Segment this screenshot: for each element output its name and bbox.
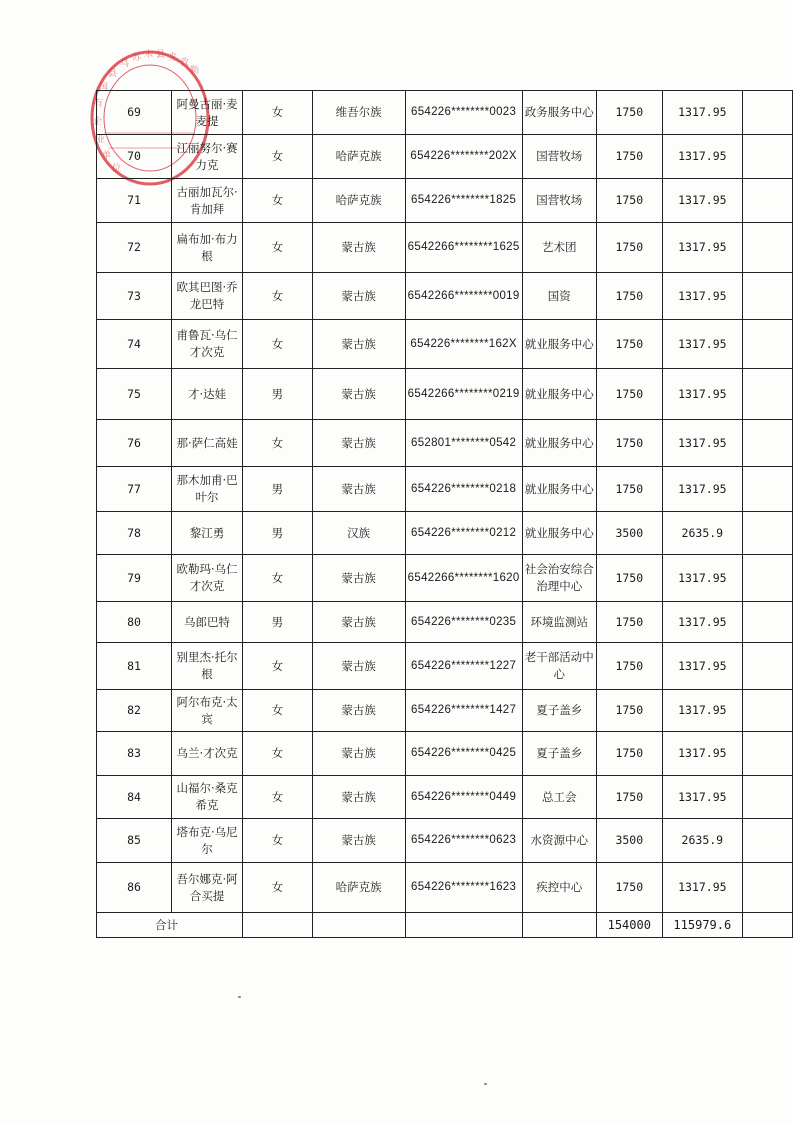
cell-amount2: 1317.95 bbox=[662, 602, 743, 643]
svg-text:木: 木 bbox=[144, 50, 154, 60]
cell-unit: 就业服务中心 bbox=[522, 512, 596, 555]
cell-ethnicity: 蒙古族 bbox=[312, 643, 405, 690]
cell-ethnicity: 蒙古族 bbox=[312, 369, 405, 420]
cell-name: 甫鲁瓦·乌仁才次克 bbox=[172, 320, 243, 369]
table-row bbox=[97, 776, 793, 819]
total-empty bbox=[312, 913, 405, 938]
cell-amount2: 1317.95 bbox=[662, 273, 743, 320]
cell-amount1: 1750 bbox=[597, 863, 663, 913]
cell-amount1: 1750 bbox=[597, 179, 663, 223]
cell-amount1: 1750 bbox=[597, 135, 663, 179]
total-row bbox=[97, 913, 793, 938]
scan-speck bbox=[238, 996, 241, 998]
cell-amount2: 1317.95 bbox=[662, 863, 743, 913]
cell-note bbox=[743, 555, 793, 602]
cell-number: 73 bbox=[97, 273, 172, 320]
cell-name: 江丽努尔·赛力克 bbox=[172, 135, 243, 179]
cell-amount1: 3500 bbox=[597, 819, 663, 863]
cell-id-number: 6542266********1625 bbox=[405, 223, 522, 273]
cell-gender: 女 bbox=[243, 179, 313, 223]
table-row bbox=[97, 690, 793, 732]
cell-gender: 女 bbox=[243, 223, 313, 273]
cell-unit: 总工会 bbox=[522, 776, 596, 819]
cell-id-number: 654226********0218 bbox=[405, 467, 522, 512]
cell-unit: 夏子盖乡 bbox=[522, 690, 596, 732]
cell-amount2: 2635.9 bbox=[662, 819, 743, 863]
cell-id-number: 6542266********1620 bbox=[405, 555, 522, 602]
svg-text:单: 单 bbox=[102, 151, 112, 161]
cell-name: 乌郎巴特 bbox=[172, 602, 243, 643]
cell-unit: 就业服务中心 bbox=[522, 369, 596, 420]
cell-amount2: 1317.95 bbox=[662, 91, 743, 135]
cell-amount1: 1750 bbox=[597, 223, 663, 273]
cell-gender: 女 bbox=[243, 863, 313, 913]
cell-unit: 老干部活动中心 bbox=[522, 643, 596, 690]
cell-amount1: 1750 bbox=[597, 555, 663, 602]
table-row bbox=[97, 273, 793, 320]
table-row bbox=[97, 179, 793, 223]
table-row bbox=[97, 320, 793, 369]
svg-text:县: 县 bbox=[108, 69, 118, 79]
cell-unit: 疾控中心 bbox=[522, 863, 596, 913]
cell-number: 77 bbox=[97, 467, 172, 512]
cell-ethnicity: 蒙古族 bbox=[312, 776, 405, 819]
cell-name: 扁布加·布力根 bbox=[172, 223, 243, 273]
svg-text:县: 县 bbox=[156, 50, 166, 60]
cell-id-number: 652801********0542 bbox=[405, 420, 522, 467]
cell-note bbox=[743, 602, 793, 643]
total-amount1: 154000 bbox=[597, 913, 663, 938]
cell-note bbox=[743, 273, 793, 320]
cell-name: 那·萨仁高娃 bbox=[172, 420, 243, 467]
cell-unit: 艺术团 bbox=[522, 223, 596, 273]
cell-unit: 环境监测站 bbox=[522, 602, 596, 643]
table-row bbox=[97, 555, 793, 602]
cell-amount2: 1317.95 bbox=[662, 179, 743, 223]
cell-note bbox=[743, 690, 793, 732]
cell-unit: 社会治安综合治理中心 bbox=[522, 555, 596, 602]
cell-amount1: 1750 bbox=[597, 732, 663, 776]
cell-name: 阿曼古丽·麦麦提 bbox=[172, 91, 243, 135]
cell-amount1: 3500 bbox=[597, 512, 663, 555]
table-row bbox=[97, 863, 793, 913]
cell-ethnicity: 汉族 bbox=[312, 512, 405, 555]
cell-gender: 女 bbox=[243, 643, 313, 690]
svg-text:有: 有 bbox=[94, 99, 104, 109]
cell-id-number: 654226********0425 bbox=[405, 732, 522, 776]
cell-number: 82 bbox=[97, 690, 172, 732]
cell-id-number: 654226********202X bbox=[405, 135, 522, 179]
cell-gender: 男 bbox=[243, 512, 313, 555]
cell-number: 71 bbox=[97, 179, 172, 223]
cell-amount2: 1317.95 bbox=[662, 555, 743, 602]
cell-name: 黎江勇 bbox=[172, 512, 243, 555]
cell-ethnicity: 蒙古族 bbox=[312, 320, 405, 369]
cell-ethnicity: 蒙古族 bbox=[312, 273, 405, 320]
cell-name: 别里杰·托尔根 bbox=[172, 643, 243, 690]
cell-note bbox=[743, 512, 793, 555]
total-empty bbox=[405, 913, 522, 938]
total-empty bbox=[243, 913, 313, 938]
cell-amount1: 1750 bbox=[597, 602, 663, 643]
table-row bbox=[97, 467, 793, 512]
cell-ethnicity: 蒙古族 bbox=[312, 732, 405, 776]
cell-amount1: 1750 bbox=[597, 467, 663, 512]
cell-ethnicity: 蒙古族 bbox=[312, 223, 405, 273]
scan-speck bbox=[484, 1083, 487, 1085]
table-row bbox=[97, 643, 793, 690]
total-note bbox=[743, 913, 793, 938]
table-row bbox=[97, 369, 793, 420]
cell-gender: 女 bbox=[243, 690, 313, 732]
cell-unit: 水资源中心 bbox=[522, 819, 596, 863]
cell-amount2: 1317.95 bbox=[662, 690, 743, 732]
cell-gender: 女 bbox=[243, 273, 313, 320]
cell-note bbox=[743, 135, 793, 179]
cell-amount2: 1317.95 bbox=[662, 369, 743, 420]
table-row bbox=[97, 819, 793, 863]
cell-number: 74 bbox=[97, 320, 172, 369]
cell-unit: 就业服务中心 bbox=[522, 420, 596, 467]
cell-ethnicity: 哈萨克族 bbox=[312, 179, 405, 223]
table-row bbox=[97, 91, 793, 135]
cell-note bbox=[743, 776, 793, 819]
cell-gender: 男 bbox=[243, 369, 313, 420]
cell-name: 古丽加瓦尔·肯加拜 bbox=[172, 179, 243, 223]
cell-name: 欧勒玛·乌仁才次克 bbox=[172, 555, 243, 602]
cell-amount1: 1750 bbox=[597, 91, 663, 135]
cell-id-number: 654226********1227 bbox=[405, 643, 522, 690]
cell-id-number: 654226********0623 bbox=[405, 819, 522, 863]
table-row bbox=[97, 135, 793, 179]
cell-note bbox=[743, 732, 793, 776]
cell-name: 欧其巴图·乔龙巴特 bbox=[172, 273, 243, 320]
cell-id-number: 654226********162X bbox=[405, 320, 522, 369]
cell-gender: 女 bbox=[243, 320, 313, 369]
cell-number: 86 bbox=[97, 863, 172, 913]
cell-number: 72 bbox=[97, 223, 172, 273]
cell-number: 70 bbox=[97, 135, 172, 179]
cell-unit: 就业服务中心 bbox=[522, 467, 596, 512]
cell-ethnicity: 蒙古族 bbox=[312, 819, 405, 863]
cell-note bbox=[743, 467, 793, 512]
cell-id-number: 654226********0212 bbox=[405, 512, 522, 555]
cell-name: 山福尔·桑克希克 bbox=[172, 776, 243, 819]
cell-amount2: 1317.95 bbox=[662, 320, 743, 369]
cell-note bbox=[743, 369, 793, 420]
cell-note bbox=[743, 320, 793, 369]
cell-number: 75 bbox=[97, 369, 172, 420]
table-row bbox=[97, 602, 793, 643]
cell-amount2: 1317.95 bbox=[662, 776, 743, 819]
cell-note bbox=[743, 223, 793, 273]
cell-gender: 女 bbox=[243, 91, 313, 135]
table-row bbox=[97, 420, 793, 467]
cell-number: 80 bbox=[97, 602, 172, 643]
cell-ethnicity: 维吾尔族 bbox=[312, 91, 405, 135]
cell-gender: 男 bbox=[243, 602, 313, 643]
cell-id-number: 654226********0449 bbox=[405, 776, 522, 819]
svg-text:乌: 乌 bbox=[120, 59, 130, 69]
cell-id-number: 654226********1427 bbox=[405, 690, 522, 732]
cell-name: 吾尔娜克·阿合买提 bbox=[172, 863, 243, 913]
cell-id-number: 6542266********0019 bbox=[405, 273, 522, 320]
cell-amount1: 1750 bbox=[597, 320, 663, 369]
svg-text:孜: 孜 bbox=[180, 58, 190, 68]
table-row bbox=[97, 223, 793, 273]
cell-name: 阿尔布克·太宾 bbox=[172, 690, 243, 732]
cell-gender: 女 bbox=[243, 420, 313, 467]
cell-gender: 女 bbox=[243, 555, 313, 602]
cell-gender: 女 bbox=[243, 732, 313, 776]
svg-text:克: 克 bbox=[168, 53, 178, 63]
cell-name: 才·达娃 bbox=[172, 369, 243, 420]
cell-amount2: 1317.95 bbox=[662, 732, 743, 776]
cell-amount2: 1317.95 bbox=[662, 467, 743, 512]
cell-note bbox=[743, 91, 793, 135]
svg-text:勒: 勒 bbox=[190, 66, 200, 76]
table-row bbox=[97, 512, 793, 555]
cell-amount1: 1750 bbox=[597, 776, 663, 819]
cell-id-number: 654226********1825 bbox=[405, 179, 522, 223]
cell-unit: 国营牧场 bbox=[522, 135, 596, 179]
cell-number: 81 bbox=[97, 643, 172, 690]
cell-ethnicity: 蒙古族 bbox=[312, 555, 405, 602]
svg-text:苏: 苏 bbox=[132, 53, 142, 63]
cell-gender: 女 bbox=[243, 819, 313, 863]
cell-name: 那木加甫·巴叶尔 bbox=[172, 467, 243, 512]
cell-number: 78 bbox=[97, 512, 172, 555]
cell-amount2: 1317.95 bbox=[662, 420, 743, 467]
cell-note bbox=[743, 643, 793, 690]
cell-number: 69 bbox=[97, 91, 172, 135]
cell-note bbox=[743, 420, 793, 467]
cell-amount2: 1317.95 bbox=[662, 643, 743, 690]
svg-text:企: 企 bbox=[93, 117, 103, 127]
table-row bbox=[97, 732, 793, 776]
cell-amount1: 1750 bbox=[597, 420, 663, 467]
cell-ethnicity: 蒙古族 bbox=[312, 690, 405, 732]
cell-amount1: 1750 bbox=[597, 273, 663, 320]
cell-amount1: 1750 bbox=[597, 369, 663, 420]
cell-amount2: 1317.95 bbox=[662, 223, 743, 273]
cell-unit: 政务服务中心 bbox=[522, 91, 596, 135]
total-empty bbox=[522, 913, 596, 938]
cell-gender: 男 bbox=[243, 467, 313, 512]
allocation-table bbox=[96, 90, 793, 938]
cell-number: 83 bbox=[97, 732, 172, 776]
cell-name: 塔布克·乌尼尔 bbox=[172, 819, 243, 863]
svg-text:位: 位 bbox=[112, 164, 122, 174]
cell-unit: 就业服务中心 bbox=[522, 320, 596, 369]
cell-id-number: 654226********0023 bbox=[405, 91, 522, 135]
cell-ethnicity: 蒙古族 bbox=[312, 467, 405, 512]
cell-id-number: 654226********0235 bbox=[405, 602, 522, 643]
cell-gender: 女 bbox=[243, 135, 313, 179]
cell-note bbox=[743, 863, 793, 913]
cell-gender: 女 bbox=[243, 776, 313, 819]
cell-amount2: 2635.9 bbox=[662, 512, 743, 555]
cell-unit: 夏子盖乡 bbox=[522, 732, 596, 776]
cell-id-number: 654226********1623 bbox=[405, 863, 522, 913]
cell-unit: 国资 bbox=[522, 273, 596, 320]
total-amount2: 115979.6 bbox=[662, 913, 743, 938]
total-label: 合计 bbox=[97, 913, 243, 938]
cell-ethnicity: 蒙古族 bbox=[312, 420, 405, 467]
cell-ethnicity: 哈萨克族 bbox=[312, 135, 405, 179]
cell-number: 84 bbox=[97, 776, 172, 819]
cell-note bbox=[743, 179, 793, 223]
cell-number: 85 bbox=[97, 819, 172, 863]
cell-unit: 国营牧场 bbox=[522, 179, 596, 223]
cell-amount1: 1750 bbox=[597, 643, 663, 690]
cell-ethnicity: 蒙古族 bbox=[312, 602, 405, 643]
cell-number: 79 bbox=[97, 555, 172, 602]
cell-name: 乌兰·才次克 bbox=[172, 732, 243, 776]
cell-ethnicity: 哈萨克族 bbox=[312, 863, 405, 913]
svg-text:国: 国 bbox=[99, 83, 109, 93]
cell-amount2: 1317.95 bbox=[662, 135, 743, 179]
cell-note bbox=[743, 819, 793, 863]
svg-text:业: 业 bbox=[96, 135, 106, 145]
cell-id-number: 6542266********0219 bbox=[405, 369, 522, 420]
cell-amount1: 1750 bbox=[597, 690, 663, 732]
cell-number: 76 bbox=[97, 420, 172, 467]
